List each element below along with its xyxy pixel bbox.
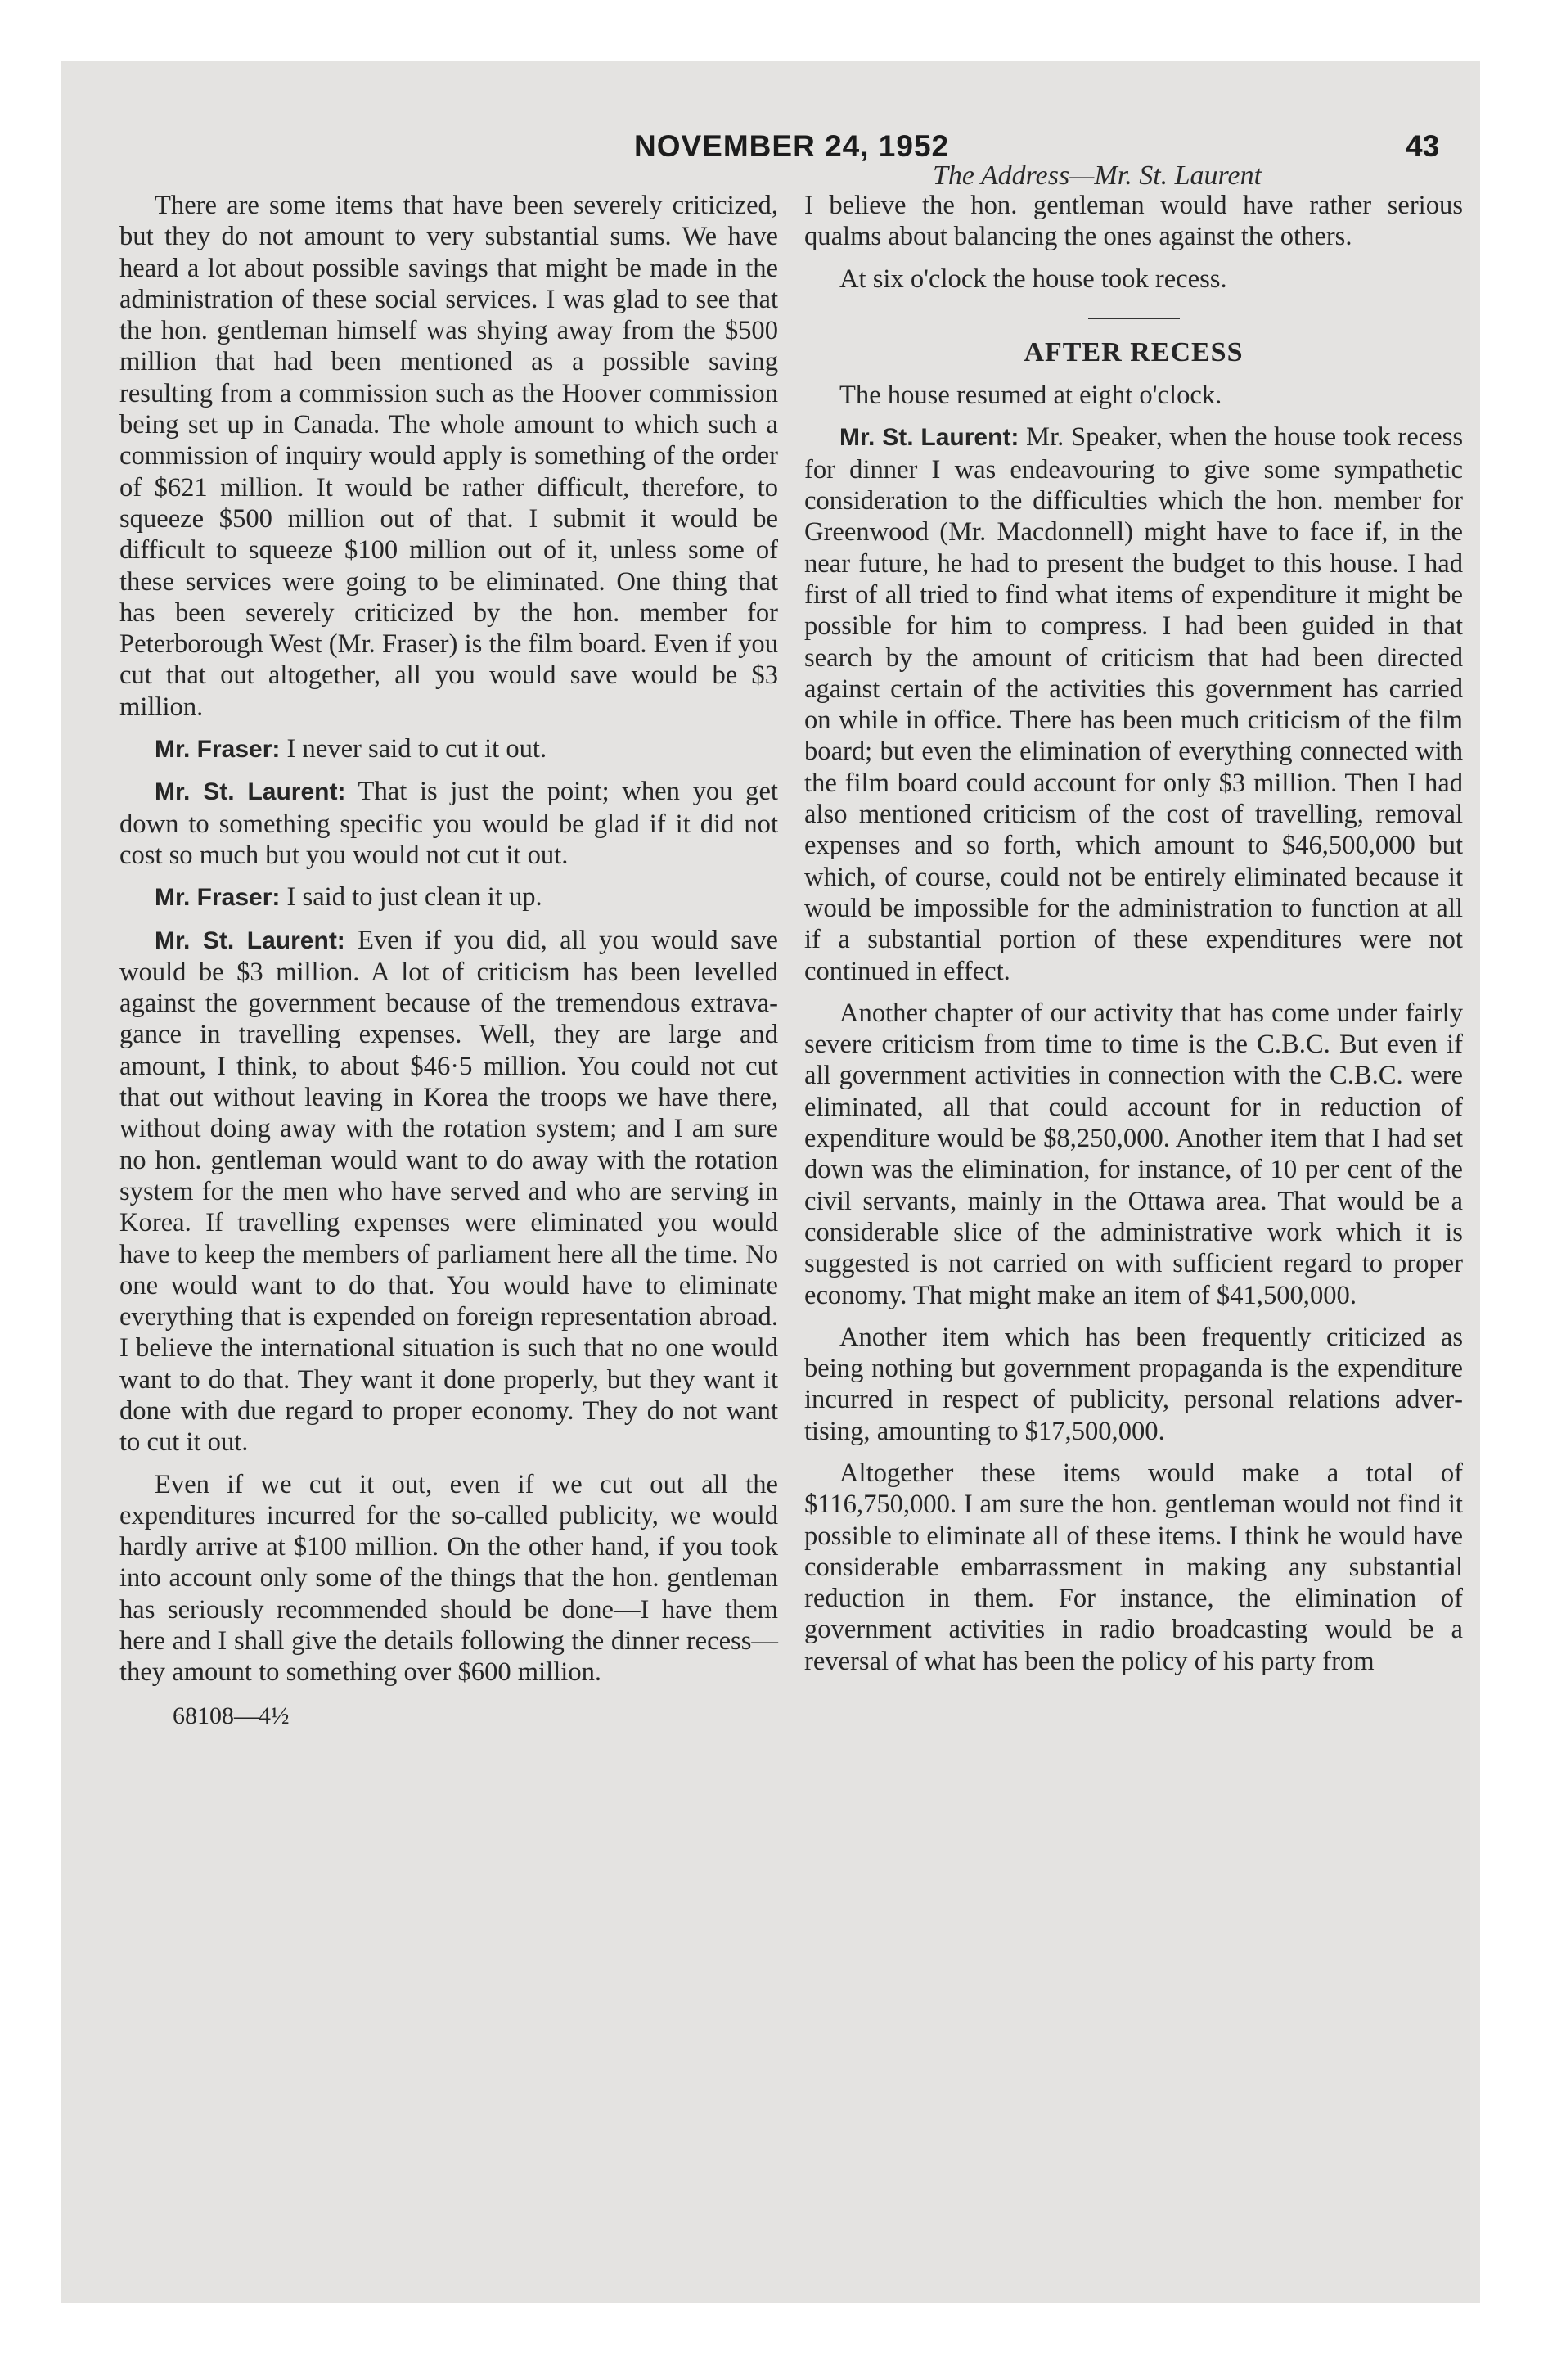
speech-text: Even if you did, all you would save would be $3 million. A lot of criticism has been levelled against the government because of the tremendous extravagance in travelling expenses. Well, they are large and amount, I think, to about $46·5 million. You could not cut that out without leaving in Korea the troops we have there, without doing away with the rotation system; and I am sure no hon. gentleman would want to do away with the rotation system for the men who have served and who are serving in Korea. If travelling expenses were eliminated you would have to keep the members of parliament here all the time. No one would want to do that. You would have to eliminate everything that is expended on foreign representation abroad. I believe the international situation is such that no one would want to do that. They want it done properly, but they want it done with due regard to proper economy. They do not want to cut it out. xyxy=(119,925,778,1458)
speaker-name: Mr. Fraser: xyxy=(155,736,281,764)
speaker-name: Mr. Fraser: xyxy=(155,884,281,912)
paragraph: Altogether these items would make a total of $116,750,000. I am sure the hon. gentleman would not find it possible to eliminate all of these items. I think he would have considerable embarrassment in making any substantial reduction in them. For instance, the elimination of government activities in radio broadcasting would be a reversal of what has been the policy of his party from xyxy=(804,1458,1463,1676)
paragraph: At six o'clock the house took recess. xyxy=(839,264,1227,294)
printer-signature: 68108—4½ xyxy=(173,1702,290,1729)
paragraph: I believe the hon. gentleman would have rather serious qualms about balancing the ones against the others. xyxy=(804,191,1463,252)
paragraph: Another chapter of our activity that has come under fairly severe criticism from time to time is the C.B.C. But even if all government activities in connection with the C.B.C. were eliminated, all that could account for in reduction of expenditure would be $8,250,000. Another item that I had set down was the elimination, for instance, of 10 per cent of the civil servants, mainly in the Ottawa area. That would be a considerable slice of the administrative work which it is suggested is not carried on with sufficient regard to proper economy. That might make an item of $41,500,000. xyxy=(804,998,1463,1310)
paragraph: Even if we cut it out, even if we cut out all the expenditures incurred for the so-called publicity, we would hardly arrive at $100 million. On the other hand, if you took into account only some of the things that the hon. gentleman has seriously recommended should be done—I have them here and I shall give the details following the dinner recess—they amount to something over $600 million. xyxy=(119,1469,778,1688)
paragraph: Another item which has been frequently criticized as being nothing but government propaganda is the expenditure incurred in respect of publicity, personal relations advertising, amounting to $17,500,000. xyxy=(804,1322,1463,1446)
speech-text: That is just the point; when you get down to something specific you would be glad if it did not cost so much but you would not cut it out. xyxy=(119,777,778,870)
speech-paragraph xyxy=(119,925,778,1458)
section-divider xyxy=(1088,318,1180,319)
speech-paragraph xyxy=(119,733,778,765)
speaker-name: Mr. St. Laurent: xyxy=(155,926,345,954)
speaker-name: Mr. St. Laurent: xyxy=(839,424,1019,452)
speaker-name: Mr. St. Laurent: xyxy=(155,778,346,806)
section-heading: AFTER RECESS xyxy=(1024,336,1244,367)
running-head: The Address—Mr. St. Laurent xyxy=(933,160,1262,191)
speech-text: Mr. Speaker, when the house took recess for dinner I was endeavouring to give some sympathetic consideration to the difficulties which the hon. member for Greenwood (Mr. Macdonnell) might have to face if, in the near future, he had to present the budget to this house. I had first of all tried to find what items of expenditure it might be possible for him to compress. I had been guided in that search by the amount of criticism that had been directed against certain of the activities this government has carried on while in office. There has been much criticism of the film board; but even the elimination of everything connected with the film board could account for only $3 million. Then I had also mentioned criticism of the cost of travelling, removal expenses and so forth, which amount to $46,500,000 but which, of course, could not be entirely eliminated because it would be impossible for the administration to function at all if a substantial portion of these expenditures were not continued in effect. xyxy=(804,422,1464,986)
speech-paragraph xyxy=(119,881,778,913)
header-date: NOVEMBER 24, 1952 xyxy=(634,129,950,163)
paragraph: There are some items that have been severely criticized, but they do not amount to very substantial sums. We have heard a lot about possible savings that might be made in the administration of these social services. I was glad to see that the hon. gentleman himself was shying away from the $500 million that had been mentioned as a possible saving resulting from a commission such as the Hoover commission being set up in Canada. The whole amount to which such a commission of inquiry would apply is something of the order of $621 million. It would be rather difficult, therefore, to squeeze $500 million out of that. I submit it would be difficult to squeeze $100 million out of it, unless some of these services were going to be eliminated. One thing that has been severely criticized by the hon. member for Peterborough West (Mr. Fraser) is the film board. Even if you cut that out altogether, all you would save would be $3 million. xyxy=(119,191,778,722)
speech-paragraph xyxy=(804,421,1463,986)
right-column xyxy=(804,190,1463,1688)
paragraph: The house resumed at eight o'clock. xyxy=(839,381,1222,411)
speech-text: I said to just clean it up. xyxy=(280,882,542,913)
page-number: 43 xyxy=(1406,129,1440,163)
speech-text: I never said to cut it out. xyxy=(280,734,547,764)
speech-paragraph xyxy=(119,776,778,871)
left-column xyxy=(119,190,778,1699)
